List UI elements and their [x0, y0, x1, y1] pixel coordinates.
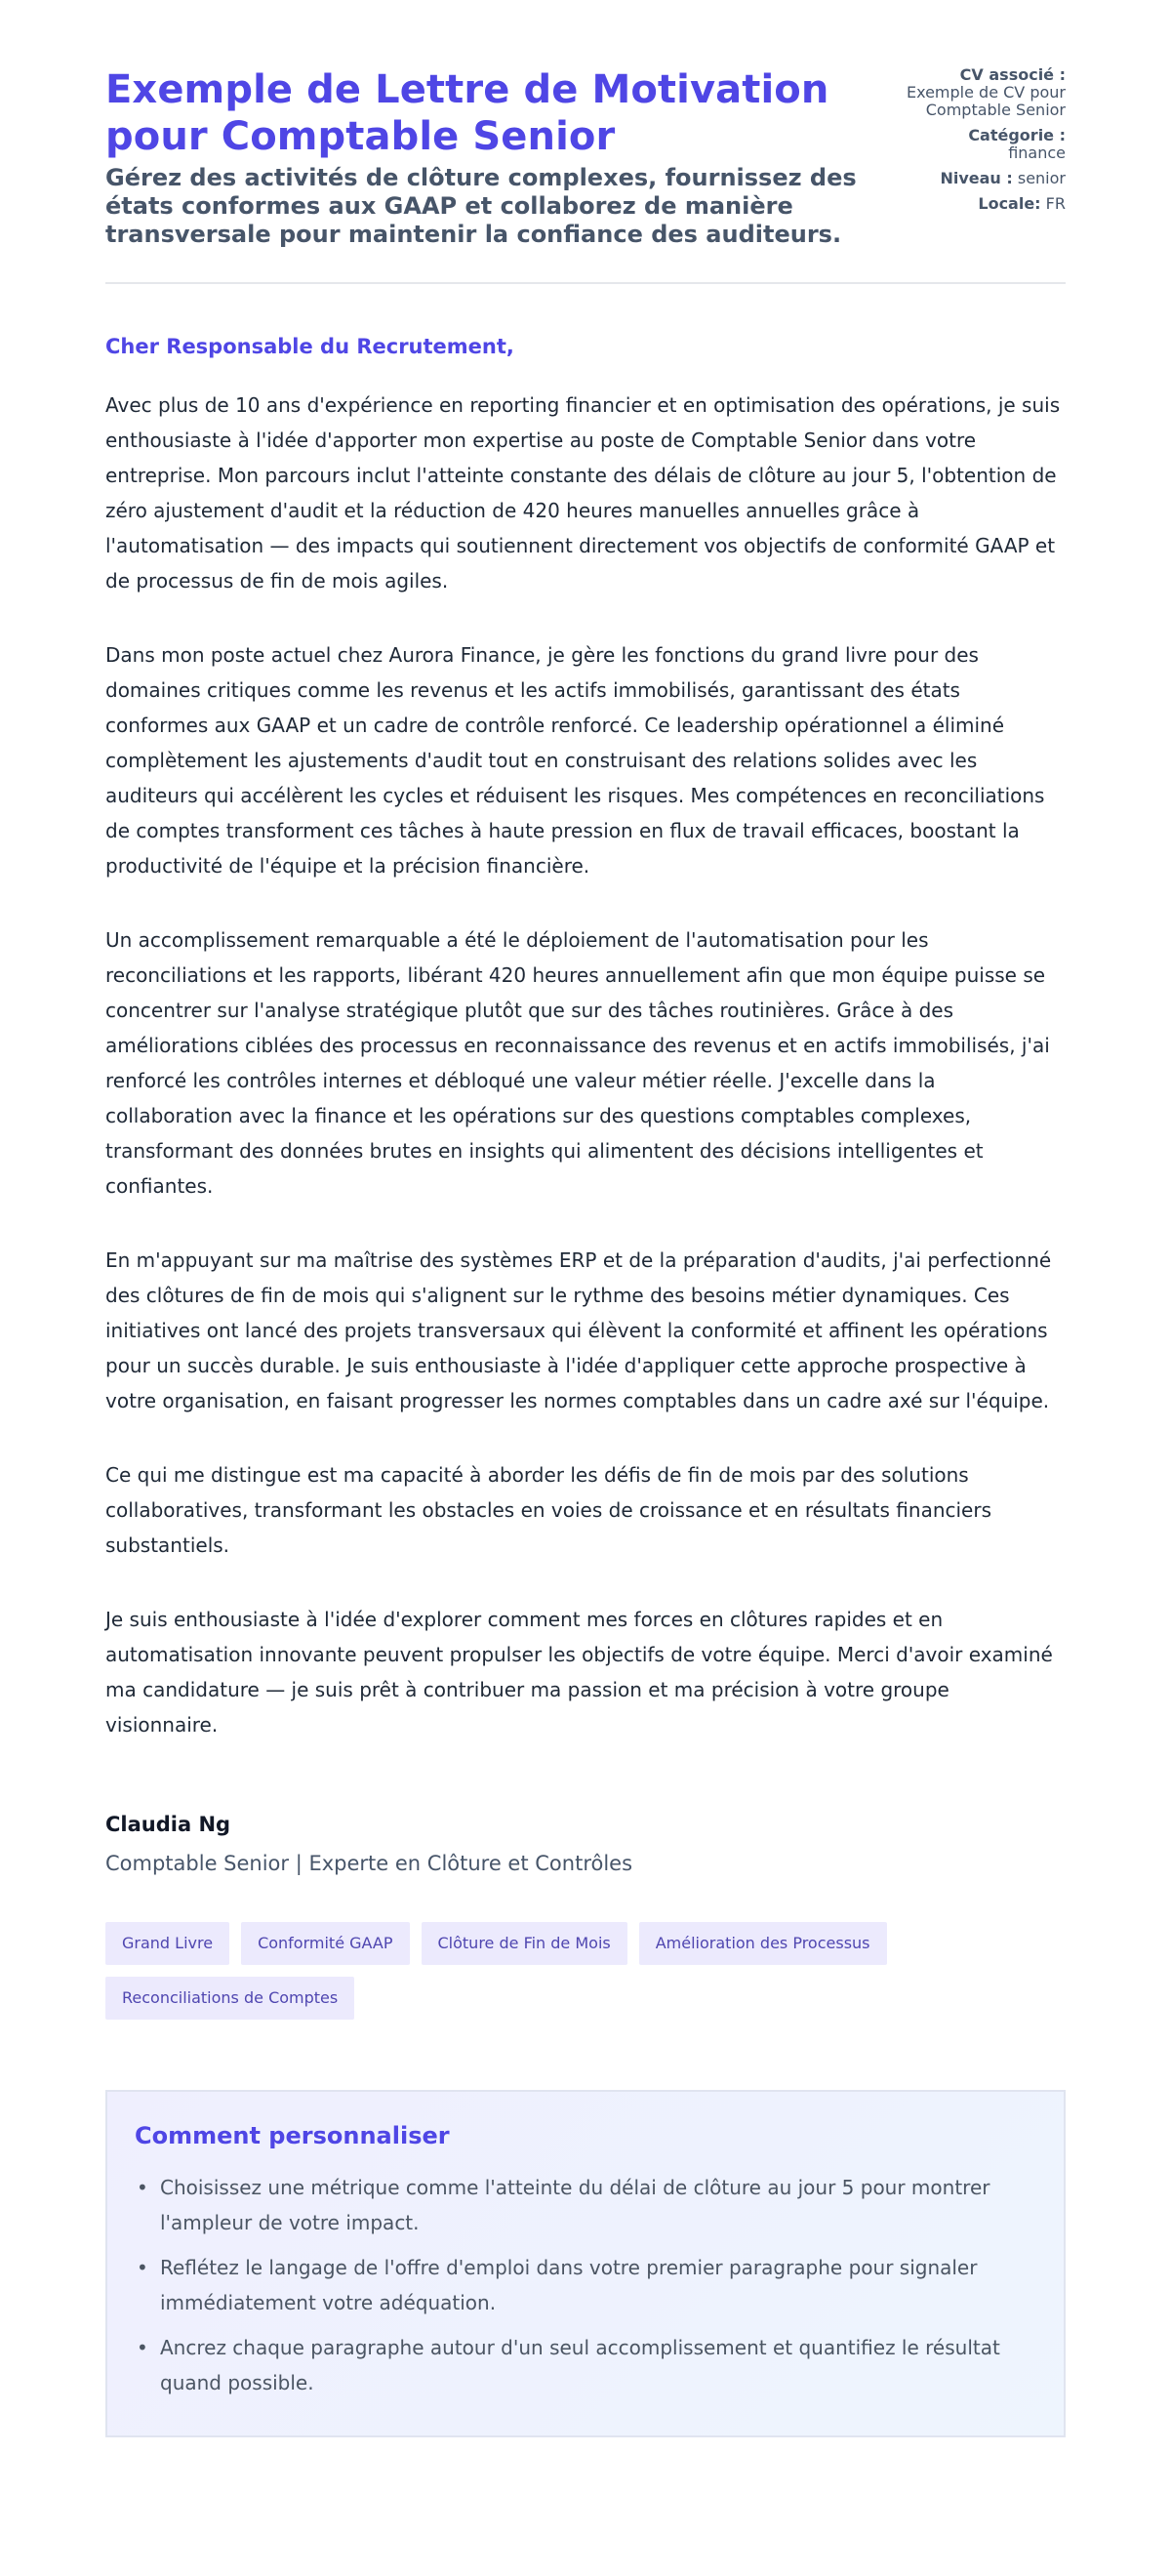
tip-item	[135, 2250, 1036, 2320]
page-subtitle: Gérez des activités de clôture complexes, fournissez des états conformes aux GAAP et collaborez de manière transversale pour maintenir la confiance des auditeurs.	[105, 164, 857, 248]
meta-level-label: Niveau :	[940, 169, 1013, 187]
letter-paragraph: Avec plus de 10 ans d'expérience en reporting financier et en optimisation des opérations, je suis enthousiaste à l'idée d'apporter mon expertise au poste de Comptable Senior dans votre entreprise. Mon parcours inclut l'atteinte constante des délais de clôture au jour 5, l'obtention de zéro ajustement d'audit et la réduction de 420 heures manuelles annuelles grâce à l'automatisation — des impacts qui soutiennent directement vos objectifs de conformité GAAP et de processus de fin de mois agiles.	[105, 393, 1061, 593]
tip-text: Ancrez chaque paragraphe autour d'un seul accomplissement et quantifiez le résultat quand possible.	[160, 2336, 1000, 2394]
meta-category-label: Catégorie :	[968, 126, 1066, 144]
letter-paragraph: Un accomplissement remarquable a été le déploiement de l'automatisation pour les reconciliations et les rapports, libérant 420 heures annuellement afin que mon équipe puisse se concentrer sur l'analyse stratégique plutôt que sur des tâches routinières. Grâce à des améliorations ciblées des processus en reconnaissance des revenus et en actifs immobilisés, j'ai renforcé les contrôles internes et débloqué une valeur métier réelle. J'excelle dans la collaboration avec la finance et les opérations sur des questions comptables complexes, transformant des données brutes en insights qui alimentent des décisions intelligentes et confiantes.	[105, 928, 1050, 1198]
page-header	[105, 66, 1066, 284]
skill-tags	[105, 1922, 984, 2020]
signature-title: Comptable Senior | Experte en Clôture et Contrôles	[105, 1852, 633, 1875]
meta-related-cv-value: Exemple de CV pour Comptable Senior	[907, 83, 1066, 119]
meta-level-value: senior	[1017, 169, 1066, 187]
skill-tag: Reconciliations de Comptes	[105, 1977, 354, 2020]
salutation: Cher Responsable du Recrutement,	[105, 335, 514, 358]
letter-paragraph: En m'appuyant sur ma maîtrise des systèmes ERP et de la préparation d'audits, j'ai perfectionné des clôtures de fin de mois qui s'alignent sur le rythme des besoins métier dynamiques. Ces initiatives ont lancé des projets transversaux qui élèvent la conformité et affinent les opérations pour un succès durable. Je suis enthousiaste à l'idée d'appliquer cette approche prospective à votre organisation, en faisant progresser les normes comptables dans un cadre axé sur l'équipe.	[105, 1248, 1052, 1412]
header-titles	[105, 66, 876, 249]
skill-tag: Grand Livre	[105, 1922, 229, 1965]
letter-paragraph: Ce qui me distingue est ma capacité à aborder les défis de fin de mois par des solutions collaboratives, transformant les obstacles en voies de croissance et en résultats financiers substantiels.	[105, 1463, 991, 1557]
letter-body	[105, 284, 1066, 1742]
metadata-panel	[900, 66, 1066, 221]
tip-item	[135, 2330, 1036, 2400]
meta-related-cv-label: CV associé :	[959, 65, 1066, 84]
letter-paragraph: Je suis enthousiaste à l'idée d'explorer comment mes forces en clôtures rapides et en automatisation innovante peuvent propulser les objectifs de votre équipe. Merci d'avoir examiné ma candidature — je suis prêt à contribuer ma passion et ma précision à votre groupe visionnaire.	[105, 1608, 1053, 1737]
page-title: Exemple de Lettre de Motivation pour Comptable Senior	[105, 67, 829, 159]
bullet-icon: •	[137, 2256, 148, 2279]
customization-tips-card	[105, 2090, 1066, 2437]
tip-text: Reflétez le langage de l'offre d'emploi dans votre premier paragraphe pour signaler immédiatement votre adéquation.	[160, 2256, 978, 2314]
letter-paragraph: Dans mon poste actuel chez Aurora Finance, je gère les fonctions du grand livre pour des domaines critiques comme les revenus et les actifs immobilisés, garantissant des états conformes aux GAAP et un cadre de contrôle renforcé. Ce leadership opérationnel a éliminé complètement les ajustements d'audit tout en construisant des relations solides avec les auditeurs qui accélèrent les cycles et réduisent les risques. Mes compétences en reconciliations de comptes transforment ces tâches à haute pression en flux de travail efficaces, boostant la productivité de l'équipe et la précision financière.	[105, 643, 1045, 878]
skill-tag: Conformité GAAP	[241, 1922, 409, 1965]
skill-tag: Clôture de Fin de Mois	[422, 1922, 627, 1965]
tips-title: Comment personnaliser	[135, 2122, 450, 2149]
meta-level	[900, 170, 1066, 187]
meta-locale-value: FR	[1045, 194, 1066, 213]
meta-locale	[900, 195, 1066, 213]
meta-related-cv	[900, 66, 1066, 119]
meta-locale-label: Locale:	[978, 194, 1041, 213]
bullet-icon: •	[137, 2176, 148, 2199]
skill-tag: Amélioration des Processus	[639, 1922, 887, 1965]
meta-category	[900, 127, 1066, 162]
tip-item	[135, 2170, 1036, 2240]
tips-list	[135, 2170, 1036, 2400]
signature-name: Claudia Ng	[105, 1813, 231, 1836]
signature-block	[105, 1811, 1066, 1877]
bullet-icon: •	[137, 2336, 148, 2359]
meta-category-value: finance	[1008, 143, 1066, 162]
tip-text: Choisissez une métrique comme l'atteinte du délai de clôture au jour 5 pour montrer l'ampleur de votre impact.	[160, 2176, 990, 2234]
